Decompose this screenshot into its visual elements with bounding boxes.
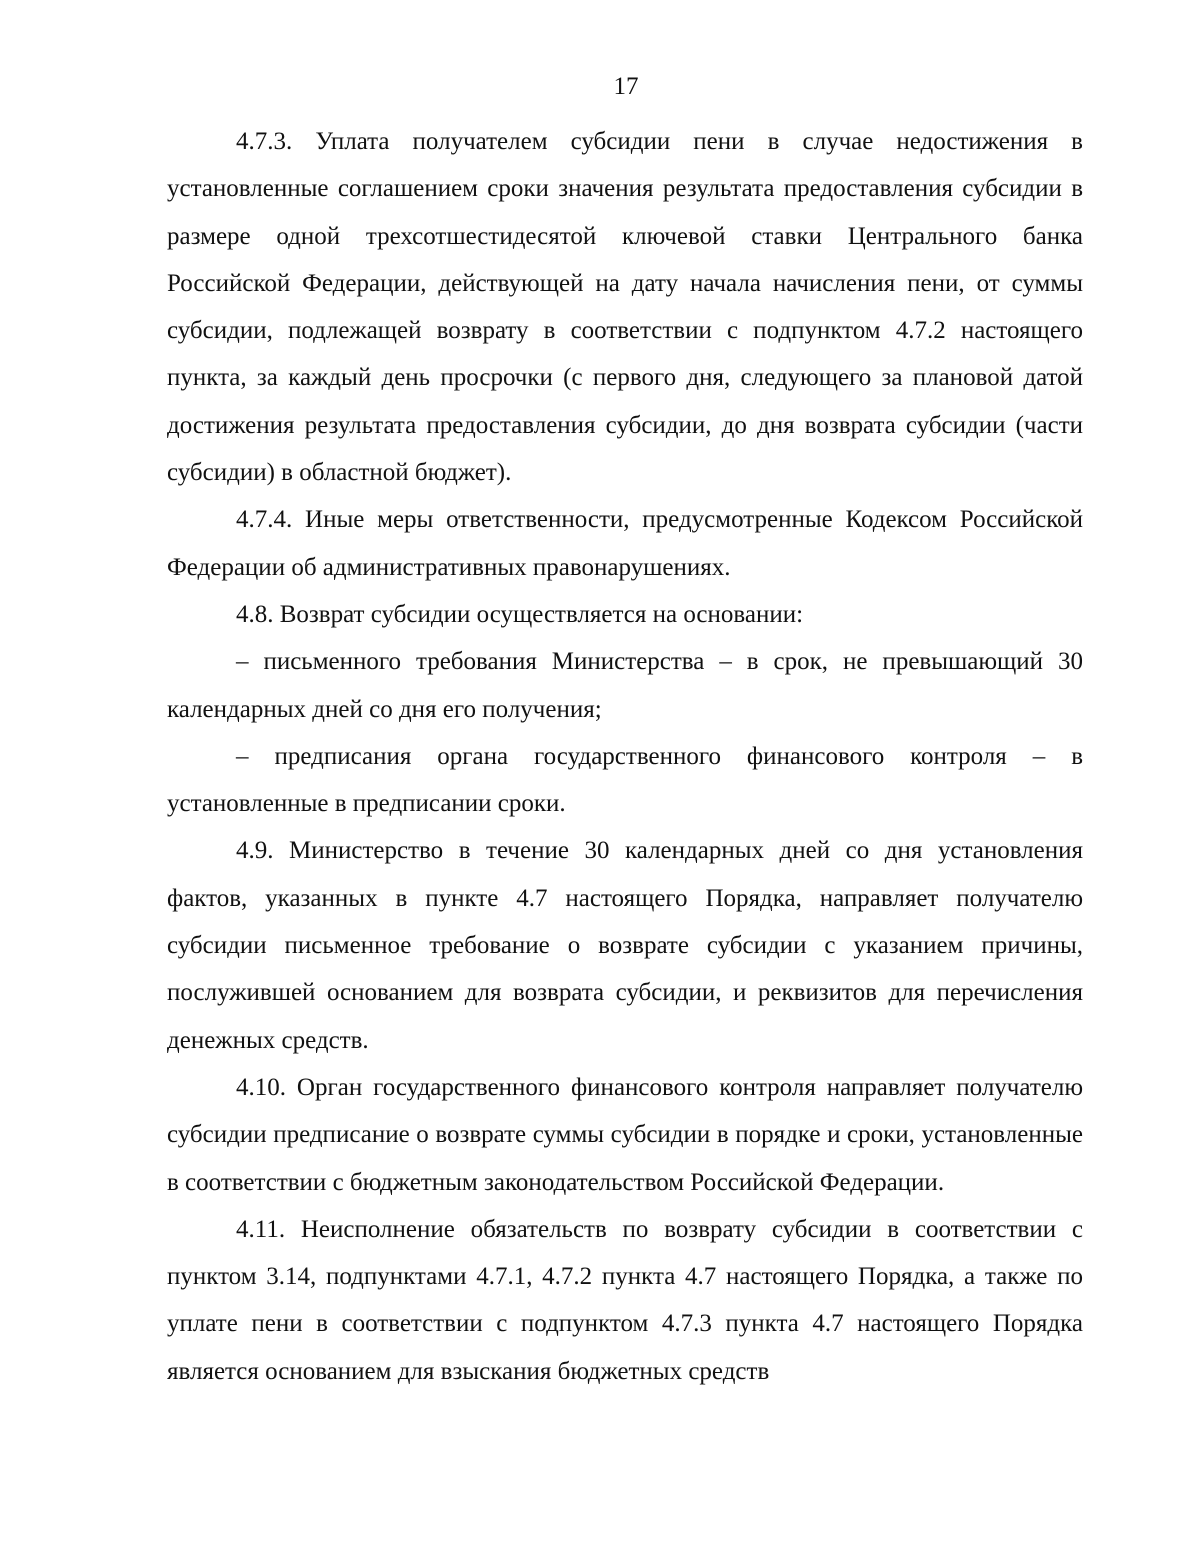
paragraph-4-9: 4.9. Министерство в течение 30 календарных дней со дня установления фактов, указанных в пункте 4.7 настоящего Порядка, направляет получателю субсидии письменное требование о возврате субсидии с указанием причины, послужившей основанием для возврата субсидии, и реквизитов для перечисления денежных средств. (167, 837, 1083, 1054)
paragraph-4-8: 4.8. Возврат субсидии осуществляется на основании: (236, 600, 804, 628)
list-item-written-demand: – письменного требования Министерства – в срок, не превышающий 30 календарных дней со дня его получения; (167, 648, 1083, 723)
document-body (167, 118, 1083, 1395)
paragraph-4-7-3: 4.7.3. Уплата получателем субсидии пени в случае недостижения в установленные соглашением сроки значения результата предоставления субсидии в размере одной трехсотшестидесятой ключевой ставки Центрального банка Российской Федерации, действующей на дату начала начисления пени, от суммы субсидии, подлежащей возврату в соответствии с подпунктом 4.7.2 настоящего пункта, за каждый день просрочки (с первого дня, следующего за плановой датой достижения результата предоставления субсидии, до дня возврата субсидии (части субсидии) в областной бюджет). (167, 128, 1083, 487)
paragraph-4-11: 4.11. Неисполнение обязательств по возврату субсидии в соответствии с пунктом 3.14, подпунктами 4.7.1, 4.7.2 пункта 4.7 настоящего Порядка, а также по уплате пени в соответствии с подпунктом 4.7.3 пункта 4.7 настоящего Порядка является основанием для взыскания бюджетных средств (167, 1215, 1083, 1385)
paragraph-4-7-4: 4.7.4. Иные меры ответственности, предусмотренные Кодексом Российской Федерации об административных правонарушениях. (167, 506, 1083, 581)
paragraph-4-10: 4.10. Орган государственного финансового контроля направляет получателю субсидии предписание о возврате суммы субсидии в порядке и сроки, установленные в соответствии с бюджетным законодательством Российской Федерации. (167, 1073, 1083, 1196)
list-item-control-order: – предписания органа государственного финансового контроля – в установленные в предписании сроки. (167, 742, 1083, 818)
page-number: 17 (613, 73, 639, 100)
